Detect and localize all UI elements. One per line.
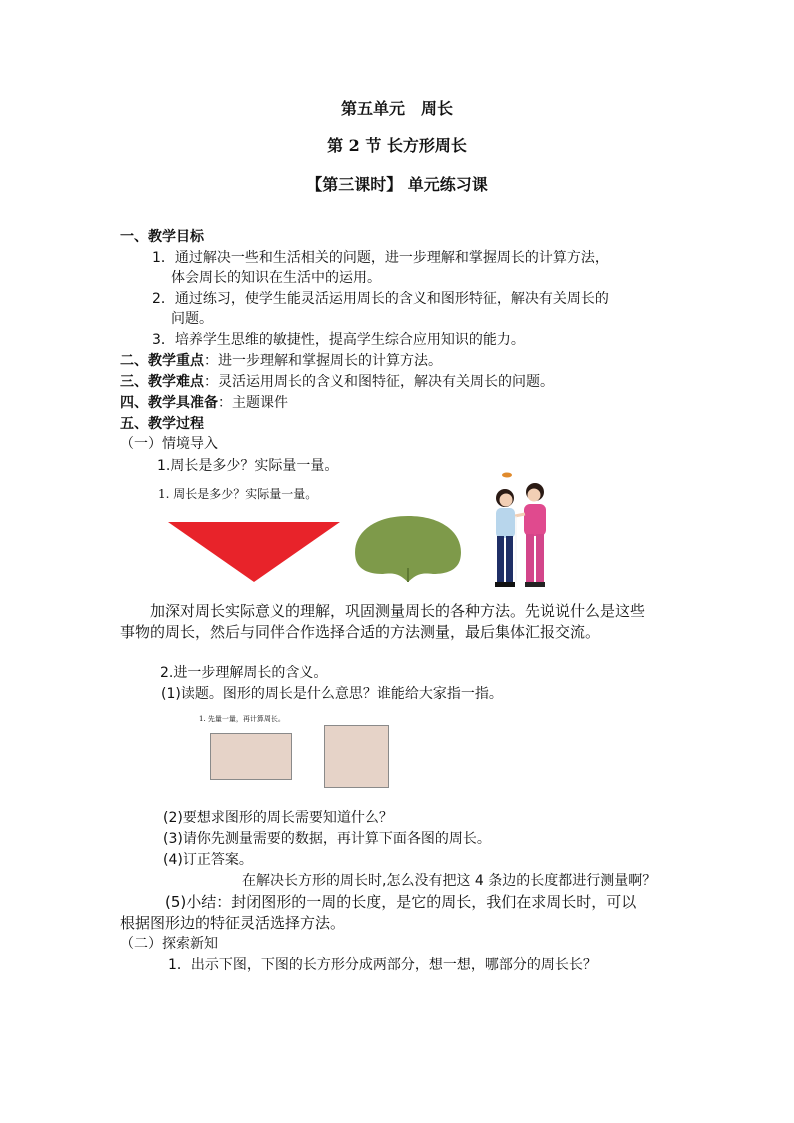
materials <box>120 393 288 413</box>
part-2-heading: （二）探索新知 <box>120 936 218 952</box>
explore-question-1: 1．出示下图，下图的长方形分成两部分，想一想，哪部分的周长长？ <box>168 957 597 973</box>
summary-line-1: (5)小结：封闭图形的一周的长度，是它的周长，我们在求周长时，可以 <box>165 893 637 911</box>
goal-3: 3．培养学生思维的敏捷性，提高学生综合应用知识的能力。 <box>152 332 525 348</box>
question-2: 2.进一步理解周长的含义。 <box>160 665 328 681</box>
question-2-3: (3)请你先测量需要的数据，再计算下面各图的周长。 <box>163 831 491 847</box>
goal-2-line-2: 问题。 <box>171 311 213 327</box>
goal-2-line-1: 2．通过练习，使学生能灵活运用周长的含义和图形特征，解决有关周长的 <box>152 291 609 307</box>
question-1: 1.周长是多少？实际量一量。 <box>157 458 339 474</box>
summary-line-2: 根据图形边的特征灵活选择方法。 <box>120 914 346 932</box>
two-girls-measuring-photo <box>485 472 559 596</box>
process-heading: 五、教学过程 <box>120 416 204 432</box>
question-2-2: (2)要想求图形的周长需要知道什么？ <box>163 810 393 826</box>
question-2-4: (4)订正答案。 <box>163 852 253 868</box>
key-points-label: 二、教学重点 <box>120 353 204 369</box>
paragraph-1-line-2: 事物的周长，然后与同伴合作选择合适的方法测量，最后集体汇报交流。 <box>120 623 601 641</box>
question-2-1: (1)读题。图形的周长是什么意思？谁能给大家指一指。 <box>161 686 503 702</box>
teacher-question: 在解决长方形的周长时,怎么没有把这 4 条边的长度都进行测量啊？ <box>242 873 657 889</box>
difficulties <box>120 372 554 392</box>
square-figure <box>324 725 389 788</box>
red-triangle-figure <box>168 522 340 584</box>
figure-1-caption: 1. 周长是多少？实际量一量。 <box>158 487 318 501</box>
ginkgo-leaf-figure <box>353 514 463 584</box>
difficulties-text: ：灵活运用周长的含义和图特征，解决有关周长的问题。 <box>204 374 554 390</box>
materials-label: 四、教学具准备 <box>120 395 218 411</box>
goal-1-line-2: 体会周长的知识在生活中的运用。 <box>171 270 381 286</box>
part-1-heading: （一）情境导入 <box>120 436 218 452</box>
difficulties-label: 三、教学难点 <box>120 374 204 390</box>
materials-text: ：主题课件 <box>218 395 288 411</box>
goals-heading: 一、教学目标 <box>120 229 204 245</box>
key-points-text: ：进一步理解和掌握周长的计算方法。 <box>204 353 442 369</box>
section-title: 第 2 节 长方形周长 <box>327 136 467 155</box>
paragraph-1-line-1: 加深对周长实际意义的理解，巩固测量周长的各种方法。先说说什么是这些 <box>150 602 646 620</box>
unit-title: 第五单元 周长 <box>340 99 453 118</box>
rectangle-figure <box>210 733 292 780</box>
lesson-title: 【第三课时】 单元练习课 <box>306 175 488 194</box>
figure-2-caption: 1. 先量一量，再计算周长。 <box>199 715 285 723</box>
key-points <box>120 351 442 371</box>
goal-1-line-1: 1．通过解决一些和生活相关的问题，进一步理解和掌握周长的计算方法， <box>152 250 609 266</box>
